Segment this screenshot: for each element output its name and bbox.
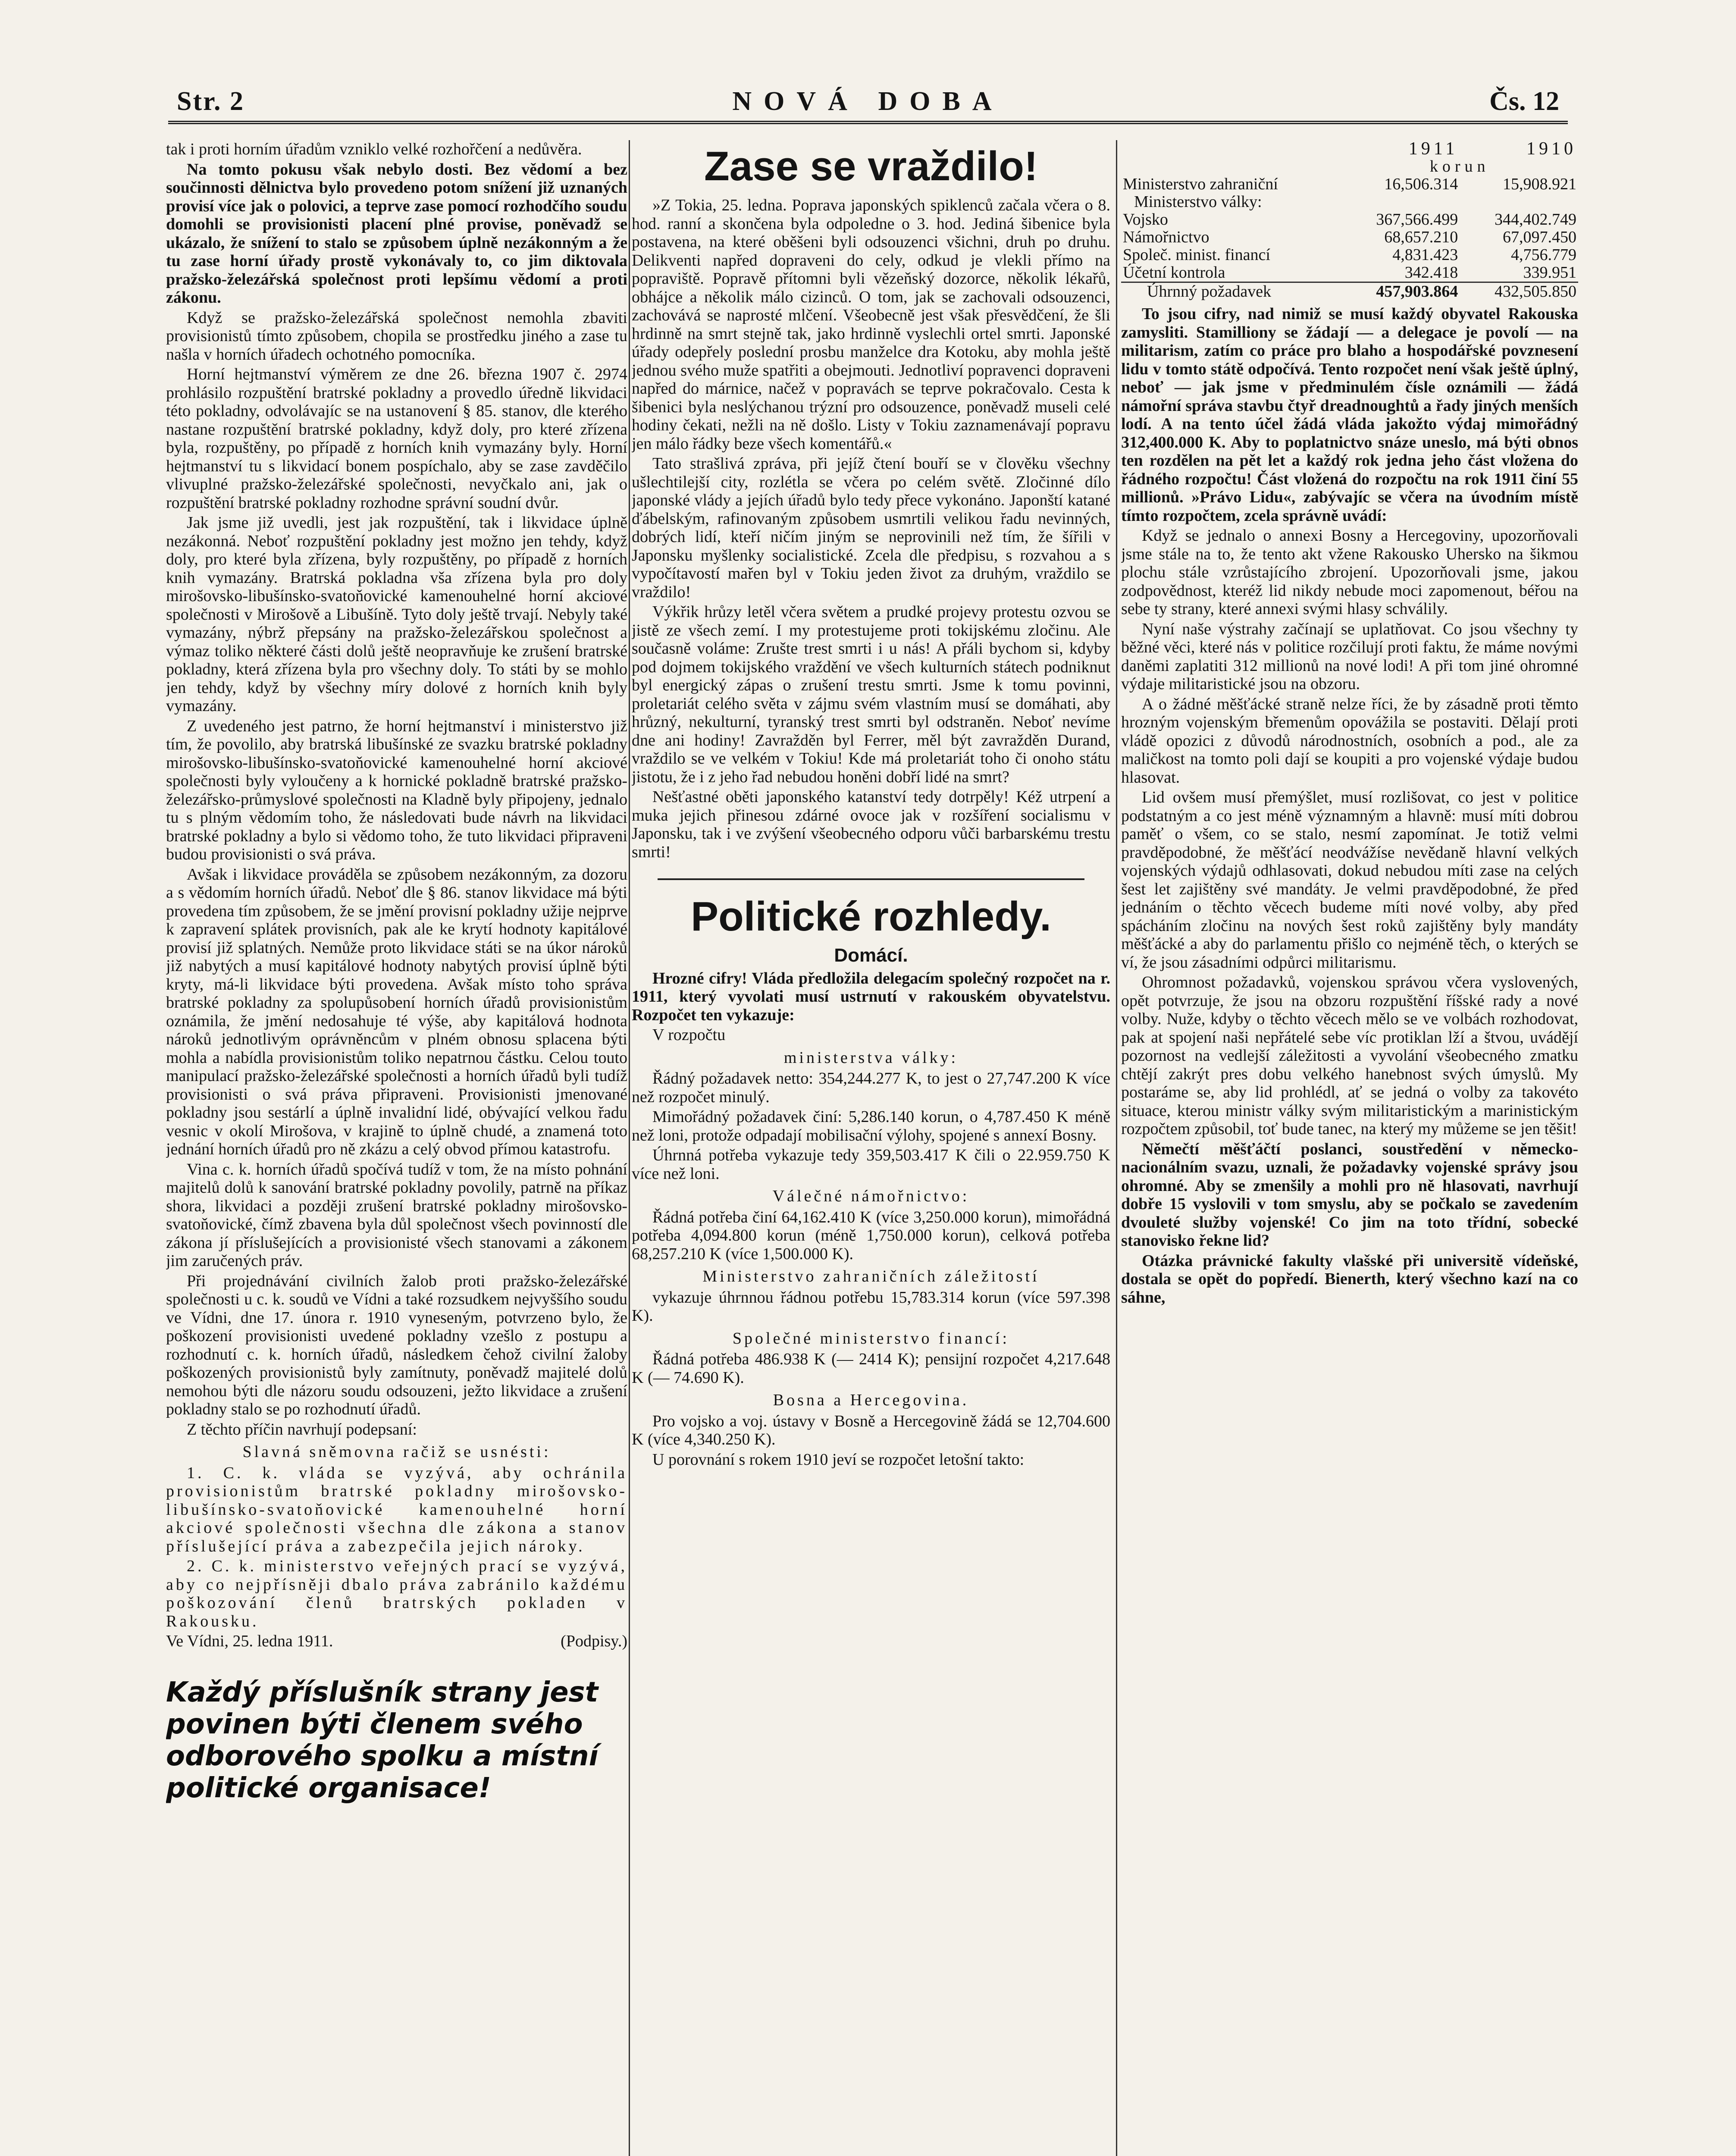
table-unit-row <box>1121 158 1578 175</box>
table-total-row <box>1121 282 1578 301</box>
value-1911: 4,831.423 <box>1392 246 1458 264</box>
year-1910: 1910 <box>1526 140 1576 159</box>
resolution-heading: Slavná sněmovna račiž se usnésti: <box>242 1443 551 1461</box>
paragraph: Řádná potřeba 486.938 K (— 2414 K); pensijní rozpočet 4,217.648 K (— 74.690 K). <box>632 1350 1110 1387</box>
budget-heading: Ministerstvo zahraničních záležitostí <box>702 1267 1040 1285</box>
row-label: Vojsko <box>1123 210 1168 229</box>
paragraph: Při projednávání civilních žalob proti pražsko-železářské společnosti u c. k. soudů ve Vídni a také rozsudkem nejvyššího soudu ve Vídni, dne 17. února r. 1910 vyneseným, potvrzeno bylo, že poškození provisionisti uvedené pokladny vzešlo z postupu a rozhodnutí c. k. horních úřadů, následkem čehož civilní žaloby poškozených provisionistů byly zamítnuty, poněvadž majitelé dolů nemohou býti dle názoru soudu odsouzeni, ježto likvidace a zrušení pokladny stalo se po rozhodnutí úřadů. <box>166 1272 627 1418</box>
sign-signatures: (Podpisy.) <box>561 1632 627 1650</box>
paragraph: Z těchto příčin navrhují podepsaní: <box>187 1420 417 1438</box>
paragraph: Tato strašlivá zpráva, při jejíž čtení bouří se v člověku všechny ušlechtilejší city, rozlétla se včera po celém světě. Zločinné dílo japonské vlády a jejích úřadů bylo tedy přece vykonáno. Japonští katané ďábelským, rafinovaným způsobem usmrtili velikou řadu nevinných, dobrých lidí, kteří ničím jiným se neprovinili než tím, že šířili v Japonsku myšlenky socialistické. Zcela dle předpisu, s rozvahou a s vypočítavostí mařen byl v Tokiu jeden život za druhým, vraždilo se vraždilo! <box>632 454 1110 601</box>
paragraph: Pro vojsko a voj. ústavy v Bosně a Hercegovině žádá se 12,704.600 K (více 4,340.250 K). <box>632 1412 1110 1448</box>
paragraph: Řádný požadavek netto: 354,244.277 K, to jest o 27,747.200 K více než rozpočet minulý. <box>632 1069 1110 1106</box>
resolution-item: 1. C. k. vláda se vyzývá, aby ochránila provisionistům bratrské pokladny mirošovsko-libušínsko-svatoňovické kamenouhelné horní akciové společnosti všechna dle zákona a stanov příslušející práva a zabezpečila jejich nároky. <box>166 1463 627 1555</box>
column-right <box>1121 140 1578 2156</box>
party-appeal: Každý příslušník strany jest povinen býti členem svého odborového spolku a místní politické organisace! <box>166 1676 599 1804</box>
paragraph: Otázka právnické fakulty vlašské při universitě vídeňské, dostala se opět do popředí. Bienerth, který všechno kazí na co sáhne, <box>1121 1251 1578 1307</box>
value-1911: 342.418 <box>1404 263 1458 282</box>
newspaper-title: NOVÁ DOBA <box>732 87 1004 116</box>
paragraph: Když se jednalo o annexi Bosny a Hercegoviny, upozorňovali jsme stále na to, že tento akt vžene Rakousko Uhersko na šikmou plochu stále vzrůstajícího zbrojení. Upozorňovali jsme, jakou zodpovědnost, kteréž lid nikdy nebude moci zapomenout, béřou na sebe ty strany, které annexi svými hlasy schválily. <box>1121 526 1578 618</box>
table-row <box>1121 264 1578 282</box>
table-row <box>1121 211 1578 229</box>
paragraph: A o žádné měšťácké straně nelze říci, že by zásadně proti těmto hrozným vojenským břemenům opovážila se postaviti. Dělají proti vládě opozici z důvodů národnostních, osobních a pod., ale za maličkost na tomto poli dají se koupiti a pro vojenské výdaje budou hlasovat. <box>1121 695 1578 787</box>
table-row <box>1121 193 1578 211</box>
row-label: Společ. minist. financí <box>1123 246 1270 264</box>
value-1911: 367,566.499 <box>1376 210 1458 229</box>
row-label: Účetní kontrola <box>1123 263 1225 282</box>
value-1910: 4,756.779 <box>1511 246 1576 264</box>
section-headline: Politické rozhledy. <box>691 893 1051 940</box>
row-label: Námořnictvo <box>1123 228 1210 246</box>
paragraph: Avšak i likvidace prováděla se způsobem nezákonným, za dozoru a s vědomím horních úřadů. Neboť dle § 86. stanov likvidace má býti provedena tím způsobem, že se jmění provisní pokladny užije nejprve k zapravení splátek provisních, pak ale ke krytí hodnoty kapitálové provisí již splatných. Nemůže proto likvidace státi se na úkor nároků již nabytých a musí kapitálové hodnoty nabytých provisí úplně býti kryty, má-li likvidace býti provedena. Avšak místo toho správa bratrské pokladny za spolupůsobení horních úřadů provisionistům oznámila, že jmění nedosahuje té výše, aby kapitálová hodnota nároků jednotlivým oprávněncům v plném obnosu splacena býti mohla a nabídla provisionistům toliko nepatrnou částku. Celou touto manipulací pražsko-železářské společnosti a horních úřadů byli tudíž provisionisti o svá práva připraveni. Provisionisti jmenované pokladny jsou sestárlí a úplně invalidní lidé, obývající velkou řadu vesnic v okolí Mirošova, v krajině to úplně chudé, a znamená toto jednání horních úřadů pro ně zkázu a celý obvod přímou katastrofu. <box>166 865 627 1158</box>
total-1911: 457,903.864 <box>1341 282 1460 301</box>
resolution-item: 2. C. k. ministerstvo veřejných prací se vyzývá, aby co nejpřísněji dbalo práva zabránilo každému poškozování členů bratrských pokladen v Rakousku. <box>166 1557 627 1630</box>
paragraph: Když se pražsko-železářská společnost nemohla zbaviti provisionistů tímto způsobem, chopila se prostředku jiného a zase tu našla v horních úřadech ochotného pomocníka. <box>166 308 627 364</box>
paragraph: Nyní naše výstrahy začínají se uplatňovat. Co jsou všechny ty běžné věci, které nás v politice rozčilují proti faktu, že máme novými daněmi zaplatiti 312 millionů na nové lodi! A při tom jiné ohromné výdaje militaristické jsou na obzoru. <box>1121 620 1578 693</box>
budget-heading: ministerstva války: <box>783 1048 959 1067</box>
value-1911 <box>1341 193 1460 211</box>
value-1910: 15,908.921 <box>1503 175 1576 193</box>
paragraph: Horní hejtmanství výměrem ze dne 26. března 1907 č. 2974 prohlásilo rozpuštění bratrské pokladny a provedlo úředně likvidaci této pokladny, odvolávajíc se na ustanovení § 85. stanov, dle kterého nastane rozpuštění bratrské pokladny, když doly, pro které zřízena byla, rozpuštěny, po případě z horních knih vymazány byly. Horní hejtmanství tu s likvidací bonem pospíchalo, aby se zase zavděčilo vlivuplné pražsko-železářské společnosti, nevyčkalo ani, jak o rozpuštění bratrské pokladny rozhodne správní soudní dvůr. <box>166 365 627 512</box>
paragraph: Z uvedeného jest patrno, že horní hejtmanství i ministerstvo již tím, že povolilo, aby bratrská libušínské ze svazku bratrské pokladny mirošovsko-libušínsko-svatoňovické kamenouhelné horní akciové společnosti byly vyloučeny a k hornické pokladně bratrské pražsko-železářsko-průmyslové společnosti na Kladně byly připojeny, jednalo tu s plným vědomím toho, že následovati bude návrh na likvidaci bratrské pokladny a bylo si vědomo toho, že tuto likvidaci připraveni budou provisionisti o svá práva. <box>166 717 627 863</box>
section-subheading: Domácí. <box>834 945 908 966</box>
paragraph: Hrozné cifry! Vláda předložila delegacím společný rozpočet na r. 1911, který vyvolati musí ustrnutí v rakouském obyvatelstvu. Rozpočet ten vykazuje: <box>632 969 1110 1024</box>
paragraph: V rozpočtu <box>652 1026 726 1044</box>
paragraph: Řádná potřeba činí 64,162.410 K (více 3,250.000 korun), mimořádná potřeba 4,094.800 korun (méně 1,750.000 korun), celková potřeba 68,257.210 K (více 1,500.000 K). <box>632 1208 1110 1263</box>
table-row <box>1121 229 1578 246</box>
total-label: Úhrnný požadavek <box>1121 282 1341 301</box>
table-year-row <box>1121 140 1578 158</box>
paragraph: To jsou cifry, nad nimiž se musí každý obyvatel Rakouska zamysliti. Stamilliony se žádají — a delegace je povolí — na militarism, zatím co práce pro blaho a hospodářské povznesení lidu v tomto státě odpočívá. Tento rozpočet není však ještě úplný, neboť — jak jsme v předminulém čísle oznámili — žádá námořní správa stavbu čtyř dreadnoughtů a řady jiných menších lodí. A na tento účel žádá vláda jakožto výdaj mimořádný 312,400.000 K. Aby to poplatnictvo snáze uneslo, má býti obnos ten rozdělen na pět let a každý rok jedna jeho část vložena do řádného rozpočtu! Část vložená do rozpočtu na rok 1911 činí 55 millionů. »Právo Lidu«, zabývajíc se včera na úvodním místě tímto rozpočtem, zcela správně uvádí: <box>1121 305 1578 525</box>
masthead <box>168 82 1568 124</box>
column-divider <box>1116 140 1117 2156</box>
paragraph: tak i proti horním úřadům vzniklo velké rozhořčení a nedůvěra. <box>166 140 582 158</box>
year-1911: 1911 <box>1408 140 1458 159</box>
value-1910: 67,097.450 <box>1503 228 1576 246</box>
value-1910: 339.951 <box>1523 263 1576 282</box>
section-divider <box>658 878 1084 880</box>
table-row <box>1121 175 1578 193</box>
paragraph: Němečtí měšťáčtí poslanci, soustředění v německo-nacionálním svazu, uznali, že požadavky vojenské správy jsou ohromné. Aby se zmenšily a mohli pro ně hlasovati, navrhují dobře 15 vyslovili v tom smyslu, aby se počkalo se zavedením dvouleté služby vojenské! Co jim na toto třídní, sobecké stanovisko řekne lid? <box>1121 1140 1578 1250</box>
value-1910: 344,402.749 <box>1495 210 1576 229</box>
table-row <box>1121 246 1578 264</box>
paragraph: »Z Tokia, 25. ledna. Poprava japonských spiklenců začala včera o 8. hod. ranní a skončena byla odpoledne o 3. hod. Jediná šibenice byla postavena, na které oběšeni byli odsouzenci všichni, druh po druhu. Delikventi napřed dopraveni do cely, odkud je vlekli přímo na popraviště. Popravě přítomni byli vězeňský dozorce, několik lékařů, obhájce a několik málo cizinců. O tom, jak se zachovali odsouzenci, zachovává se naprosté mlčení. Všeobecně jest však přesvědčení, že šli hrdinně na smrt stejně tak, jako hrdinně vyslechli ortel smrti. Japonské úřady odepřely poslední prosbu manželce dra Kotoku, aby mohla ještě jednou svého muže spatřiti a obejmouti. Jednotliví popravenci dopraveni napřed do márnice, načež v popravách se teprve pokračovalo. Cesta k šibenici byla neslýchanou trýzní pro odsouzence, poněvadž museli celé hodiny čekati, nežli na ně došlo. Listy v Tokiu zaznamenávají popravu jen málo řádky beze všech komentářů.« <box>632 196 1110 453</box>
column-divider <box>629 140 630 2156</box>
paragraph: Jak jsme již uvedli, jest jak rozpuštění, tak i likvidace úplně nezákonná. Neboť rozpuštění pokladny jest možno jen tehdy, když doly, pro které byla zřízena, byly rozpuštěny, po případě z horních knih vymazány. Bratrská pokladna vša zřízena byla pro doly mirošovsko-libušínsko-svatoňovické kamenouhelné horní akciové společnosti v Mirošově a Libušíně. Tyto doly ještě trvají. Nebyly také vymazány, nýbrž přepsány na pražsko-železářskou společnost a výmaz toliko některé části dolů ještě neopravňuje ke zrušení bratrské pokladny, která zřízena byla pro všechny doly. To státi by se mohlo jen tehdy, když by všechny míry dolové z horních knih byly vymazány. <box>166 514 627 715</box>
paragraph: Lid ovšem musí přemýšlet, musí rozlišovat, co jest v politice podstatným a co jest méně významným a hlavně: musí míti dobrou paměť o všem, co se stalo, nesmí zapomínat. Je totiž velmi pravděpodobné, že měšťácí neodvážíse nevědaně hlavní velkých vojenských výdajů odhlasovati, dokud nebudou míti zase na celých šest let zajištěny své mandáty. Je velmi pravděpodobné, že před jednáním o těchto věcech budeme míti nové volby, aby před spácháním zločinu na nových šest roků zajištěny byly mandáty měšťácké a aby do parlamentu přišlo co nejméně těch, o kterých se ví, že jsou zásadními odpůrci militarismu. <box>1121 788 1578 971</box>
currency-unit: korun <box>1429 157 1490 175</box>
budget-table <box>1121 140 1578 301</box>
paragraph: Úhrnná potřeba vykazuje tedy 359,503.417 K čili o 22.959.750 K více než loni. <box>632 1146 1110 1183</box>
page-number: Str. 2 <box>177 87 244 116</box>
paragraph: vykazuje úhrnnou řádnou potřebu 15,783.314 korun (více 597.398 K). <box>632 1288 1110 1325</box>
signature-line <box>166 1632 627 1651</box>
sign-place-date: Ve Vídni, 25. ledna 1911. <box>166 1632 333 1650</box>
value-1910 <box>1460 193 1578 211</box>
paragraph: Mimořádný požadavek činí: 5,286.140 korun, o 4,787.450 K méně než loni, protože odpadají mobilisační výlohy, spojené s annexí Bosny. <box>632 1108 1110 1144</box>
paragraph: Výkřik hrůzy letěl včera světem a prudké projevy protestu ozvou se jistě ze všech zemí. I my protestujeme proti tokijskému zločinu. Ale současně voláme: Zrušte trest smrti i u nás! A přáli bychom si, kdyby pod dojmem tokijského vraždění ve všech kulturních státech podniknut byl energický zápas o zrušení trestu smrti. Jsme k tomu povinni, proletariát celého světa v zájmu svém vlastním musí se domáhati, aby hrůzný, nekulturní, tyranský trest smrti byl odstraněn. Neboť nevíme dne ani hodiny! Zavražděn byl Ferrer, měl být zavražděn Durand, vraždilo se ve velkém v Tokiu! Kde má proletariát toho či onoho státu jistotu, že i z jeho řad nebudou honěni dobří lidé na smrt? <box>632 603 1110 786</box>
paragraph: U porovnání s rokem 1910 jeví se rozpočet letošní takto: <box>652 1450 1025 1469</box>
paragraph: Vina c. k. horních úřadů spočívá tudíž v tom, že na místo pohnání majitelů dolů k sanování bratrské pokladny povolily, patrně na příkaz shora, likvidaci a později zrušení bratrské pokladny mirošovsko-svatoňovické, čímž zbavena byla důl společnost všech povinností dle zákona jí příslušejících a provisionisté všech stanovami a zákonem jim zaručených práv. <box>166 1160 627 1270</box>
value-1911: 16,506.314 <box>1384 175 1458 193</box>
paragraph: Nešťastné oběti japonského katanství tedy dotrpěly! Kéž utrpení a muka jejich přinesou zdárné ovoce jak v rozšíření socialismu v Japonsku, tak i ve zvýšení všeobecného odporu vůči barbarskému trestu smrti! <box>632 788 1110 861</box>
column-left <box>166 140 627 2156</box>
budget-heading: Bosna a Hercegovina. <box>773 1391 969 1409</box>
paragraph: Na tomto pokusu však nebylo dosti. Bez vědomí a bez součinnosti dělnictva bylo provedeno potom snížení již uznaných provisí více jak o polovici, a teprve zase pomocí rozhodčího soudu domohli se provisionisti placení plné provise, poněvadž se ukázalo, že snížení to stalo se způsobem úplně nezákonným a že tu zase horní úřady prostě vykonávaly to, co jim diktovala pražsko-železářská společnost proti lepšímu vědomí a proti zákonu. <box>166 160 627 307</box>
issue-number: Čs. 12 <box>1489 87 1559 116</box>
row-label: Ministerstvo války: <box>1134 193 1262 211</box>
article-headline: Zase se vraždilo! <box>704 143 1038 189</box>
total-1910: 432,505.850 <box>1460 282 1578 301</box>
value-1911: 68,657.210 <box>1384 228 1458 246</box>
row-label: Ministerstvo zahraniční <box>1123 175 1278 193</box>
paragraph: Ohromnost požadavků, vojenskou správou včera vyslovených, opět potvrzuje, že jsou na obzoru rozpuštění říšské rady a nové volby. Nuže, kdyby o těchto věcech mělo se ve volbách rozhodovat, pak at spojení naši nepřátelé sebe víc protiklan lží a štvou, uvádějí pozornost na vedlejší záležitosti a vyvolání všeobecného zmatku chtějí zakrýt pres dobu velkého hanebnost svých úmyslů. My postaráme se, aby lid prohlédl, ať se jedná o volby za takovéto situace, kterou ministr války svým militaristickým a marinistickým rozpočtem způsobil, toť bude tanec, na který my můžeme se jen těšit! <box>1121 973 1578 1138</box>
column-middle <box>632 140 1110 2156</box>
budget-heading: Válečné námořnictvo: <box>772 1187 970 1205</box>
budget-heading: Společné ministerstvo financí: <box>732 1329 1010 1348</box>
